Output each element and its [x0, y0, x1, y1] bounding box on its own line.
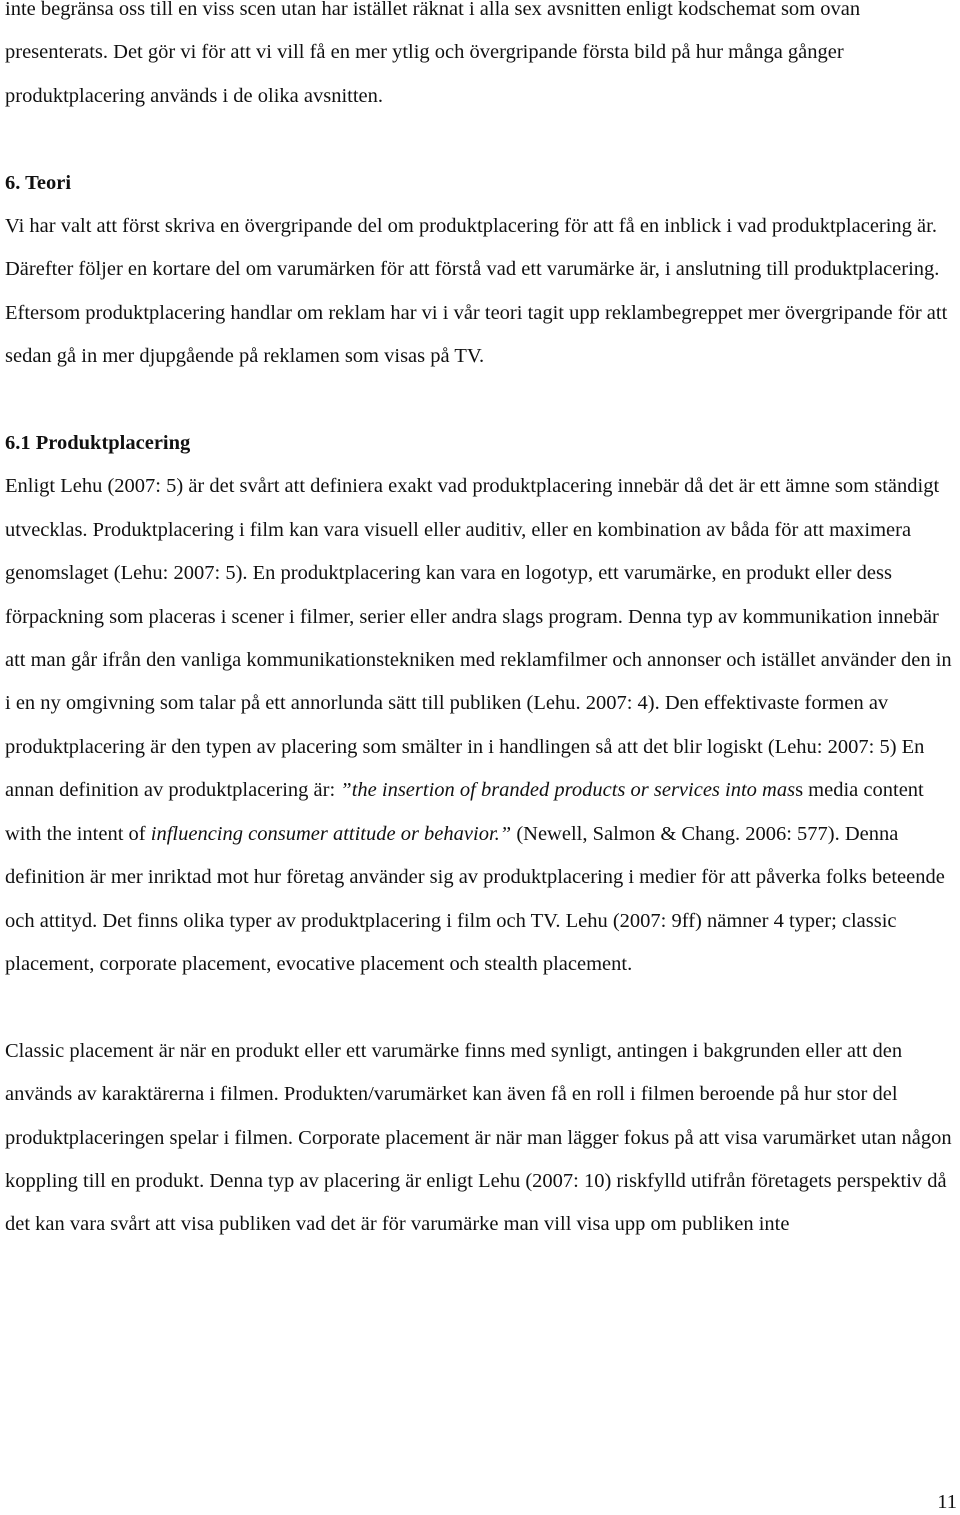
section-heading-produktplacering: 6.1 Produktplacering [5, 432, 191, 455]
definition-quote-part2: influencing consumer attitude or behavior.” [145, 822, 512, 845]
section-produktplacering-paragraph [5, 465, 960, 986]
definition-quote-unitalic: s media content with the intent of [5, 779, 924, 845]
body-text-before-quote: Enligt Lehu (2007: 5) är det svårt att definiera exakt vad produktplacering innebär då det är ett ämne som ständigt utvecklas. Produktplacering i film kan vara visuell eller auditiv, eller en kombination av båda för att maximera genomslaget (Lehu: 2007: 5). En produktplacering kan vara en logotyp, ett varumärke, en produkt eller dess förpackning som placeras i scener i filmer, serier eller andra slags program. Denna typ av kommunikation innebär att man går ifrån den vanliga kommunikationstekniken med reklamfilmer och annonser och istället använder den in i en ny omgivning som talar på ett annorlunda sätt till publiken (Lehu. 2007: 4). Den effektivaste formen av produktplacering är den typen av placering som smälter in i handlingen så att det blir logiskt (Lehu: 2007: 5) En annan definition av produktplacering är: [5, 475, 952, 802]
body-text-after-quote: (Newell, Salmon & Chang. 2006: 577). Denna definition är mer inriktad mot hur företag använder sig av produktplacering i medier för att påverka folks beteende och attityd. Det finns olika typer av produktplacering i film och TV. Lehu (2007: 9ff) nämner 4 typer; classic placement, corporate placement, evocative placement och stealth placement. [5, 822, 945, 975]
document-page [5, 0, 960, 1247]
section-heading-teori: 6. Teori [5, 171, 72, 194]
intro-paragraph: inte begränsa oss till en viss scen utan har istället räknat i alla sex avsnitten enligt kodschemat som ovan presenterats. Det gör vi för att vi vill få en mer ytlig och övergripande första bild på hur många gånger produktplacering används i de olika avsnitten. [5, 0, 861, 107]
page-number: 11 [937, 1491, 957, 1513]
classic-placement-paragraph: Classic placement är när en produkt eller ett varumärke finns med synligt, antingen i bakgrunden eller att den används av karaktärerna i filmen. Produkten/varumärket kan även få en roll i filmen beroende på hur stor del produktplaceringen spelar i filmen. Corporate placement är när man lägger fokus på att visa varumärket utan någon koppling till en produkt. Denna typ av placering är enligt Lehu (2007: 10) riskfylld utifrån företagets perspektiv då det kan vara svårt att visa publiken vad det är för varumärke man vill visa upp om publiken inte [5, 1039, 952, 1236]
section-teori-paragraph: Vi har valt att först skriva en övergripande del om produktplacering för att få en inblick i vad produktplacering är. Därefter följer en kortare del om varumärken för att förstå vad ett varumärke är, i anslutning till produktplacering. Eftersom produktplacering handlar om reklam har vi i vår teori tagit upp reklambegreppet mer övergripande för att sedan gå in mer djupgående på reklamen som visas på TV. [5, 215, 948, 368]
definition-quote-part1: ”the insertion of branded products or services into mas [340, 779, 796, 802]
